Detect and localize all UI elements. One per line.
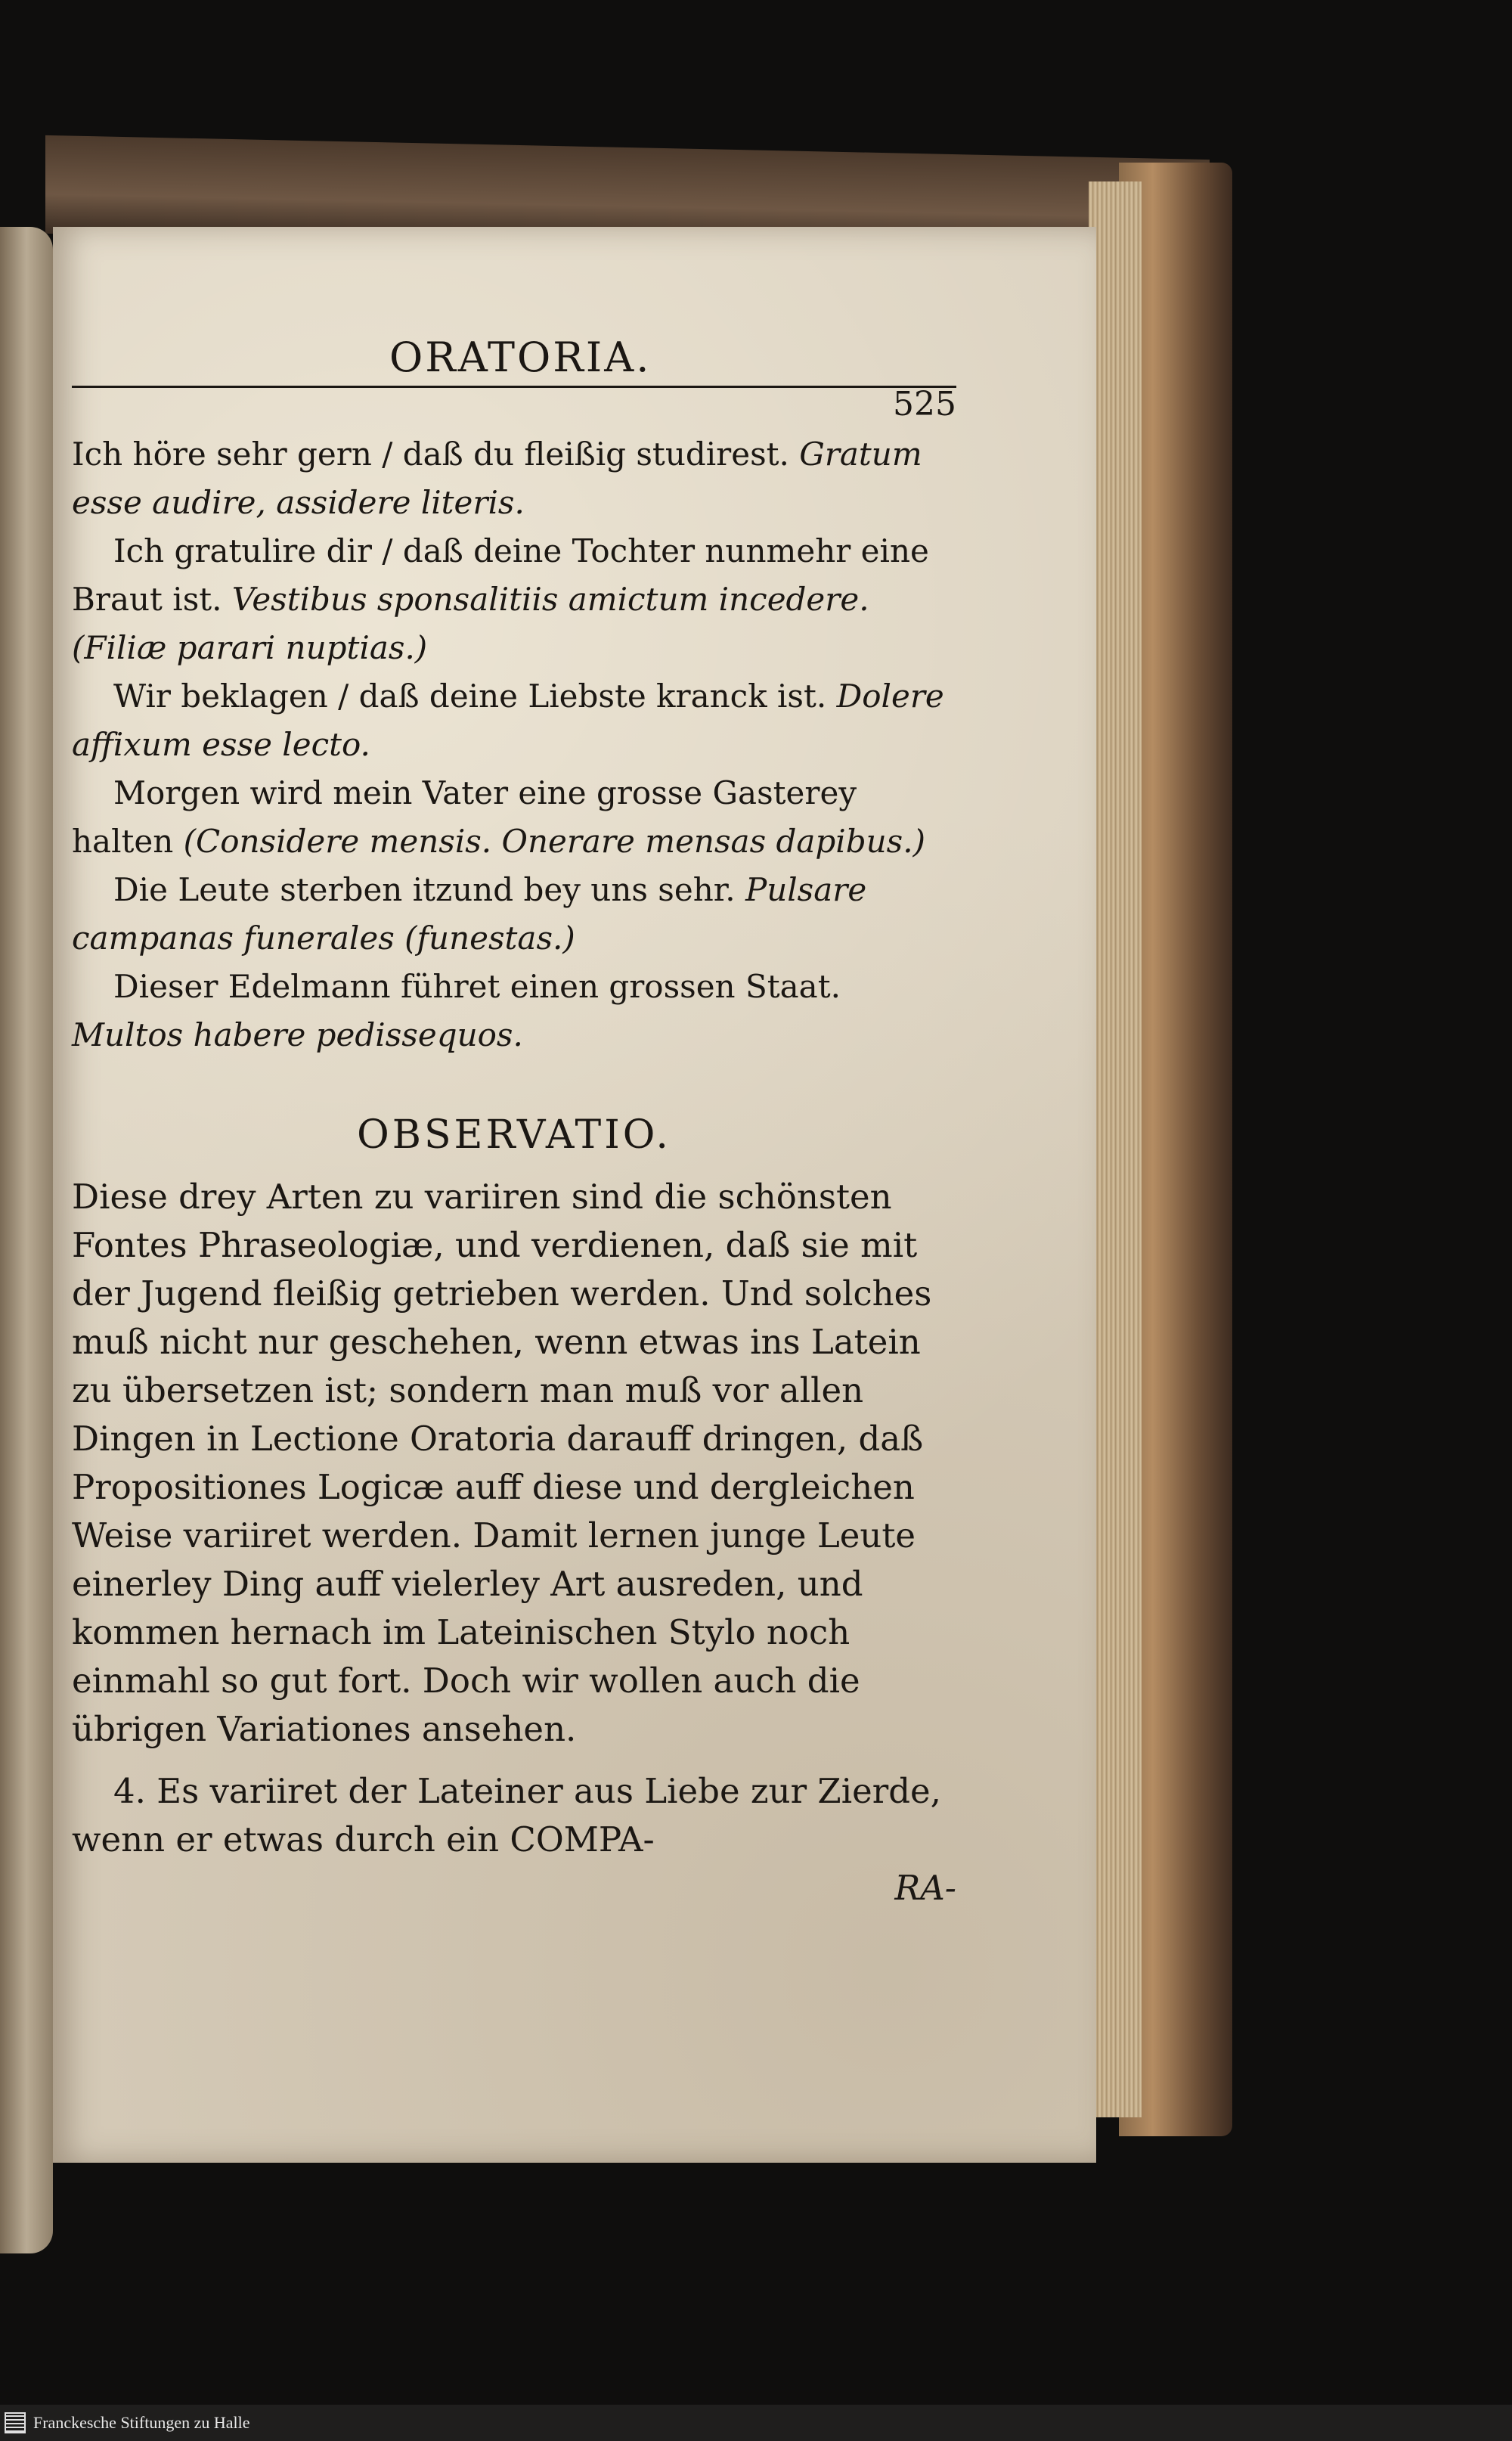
point-four-paragraph: 4. Es variiret der Lateiner aus Liebe zur Zierde, wenn er etwas durch ein COMPA- [72,1771,941,1859]
page-edges [1089,181,1142,2117]
example-1 [72,430,956,527]
page-header [72,333,956,423]
example-5 [72,866,956,963]
catchword: RA- [894,1868,956,1908]
example-latin: Dolere affixum esse lecto. [72,678,944,763]
section-title: OBSERVATIO. [357,1112,671,1158]
example-german: Dieser Edelmann führet einen grossen Staat. [113,968,841,1005]
footer-institution: Franckesche Stiftungen zu Halle [33,2413,250,2432]
running-head: ORATORIA. [389,333,652,381]
example-2 [72,527,956,672]
example-6 [72,963,956,1059]
example-german: Wir beklagen / daß deine Liebste kranck ist. [113,678,827,715]
footer-bar [0,2405,1512,2441]
example-latin: (Considere mensis. Onerare mensas dapibus.) [183,823,925,860]
example-german: Ich gratulire dir / daß deine Tochter nunmehr eine Braut ist. [72,532,929,618]
example-latin: Multos habere pedissequos. [72,1016,523,1053]
page-number: 525 [893,385,956,423]
institution-logo-icon [5,2412,26,2433]
example-german: Morgen wird mein Vater eine grosse Gasterey halten [72,774,857,860]
page-text [72,333,956,1912]
example-german: Ich höre sehr gern / daß du fleißig studirest. [72,436,789,473]
example-3 [72,672,956,769]
example-german: Die Leute sterben itzund bey uns sehr. [113,871,736,908]
example-latin: Vestibus sponsalitiis amictum incedere. (Filiæ parari nuptias.) [72,581,869,666]
observatio-paragraph: Diese drey Arten zu variiren sind die schönsten Fontes Phraseologiæ, und verdienen, daß sie mit der Jugend fleißig getrieben werden. Und solches muß nicht nur geschehen, wenn etwas ins Latein zu übersetzen ist; sondern man muß vor allen Dingen in Lectione Oratoria darauff dringen, daß Propositiones Logicæ auff diese und dergleichen Weise variiret werden. Damit lernen junge Leute einerley Ding auff vielerley Art ausreden, und kommen hernach im Lateinischen Stylo noch einmahl so gut fort. Doch wir wollen auch die übrigen Variationes ansehen. [72,1177,932,1749]
example-4 [72,769,956,866]
facing-page-edge [0,227,53,2253]
example-latin: Pulsare campanas funerales (funestas.) [72,871,867,957]
example-latin: Gratum esse audire, assidere literis. [72,436,922,521]
